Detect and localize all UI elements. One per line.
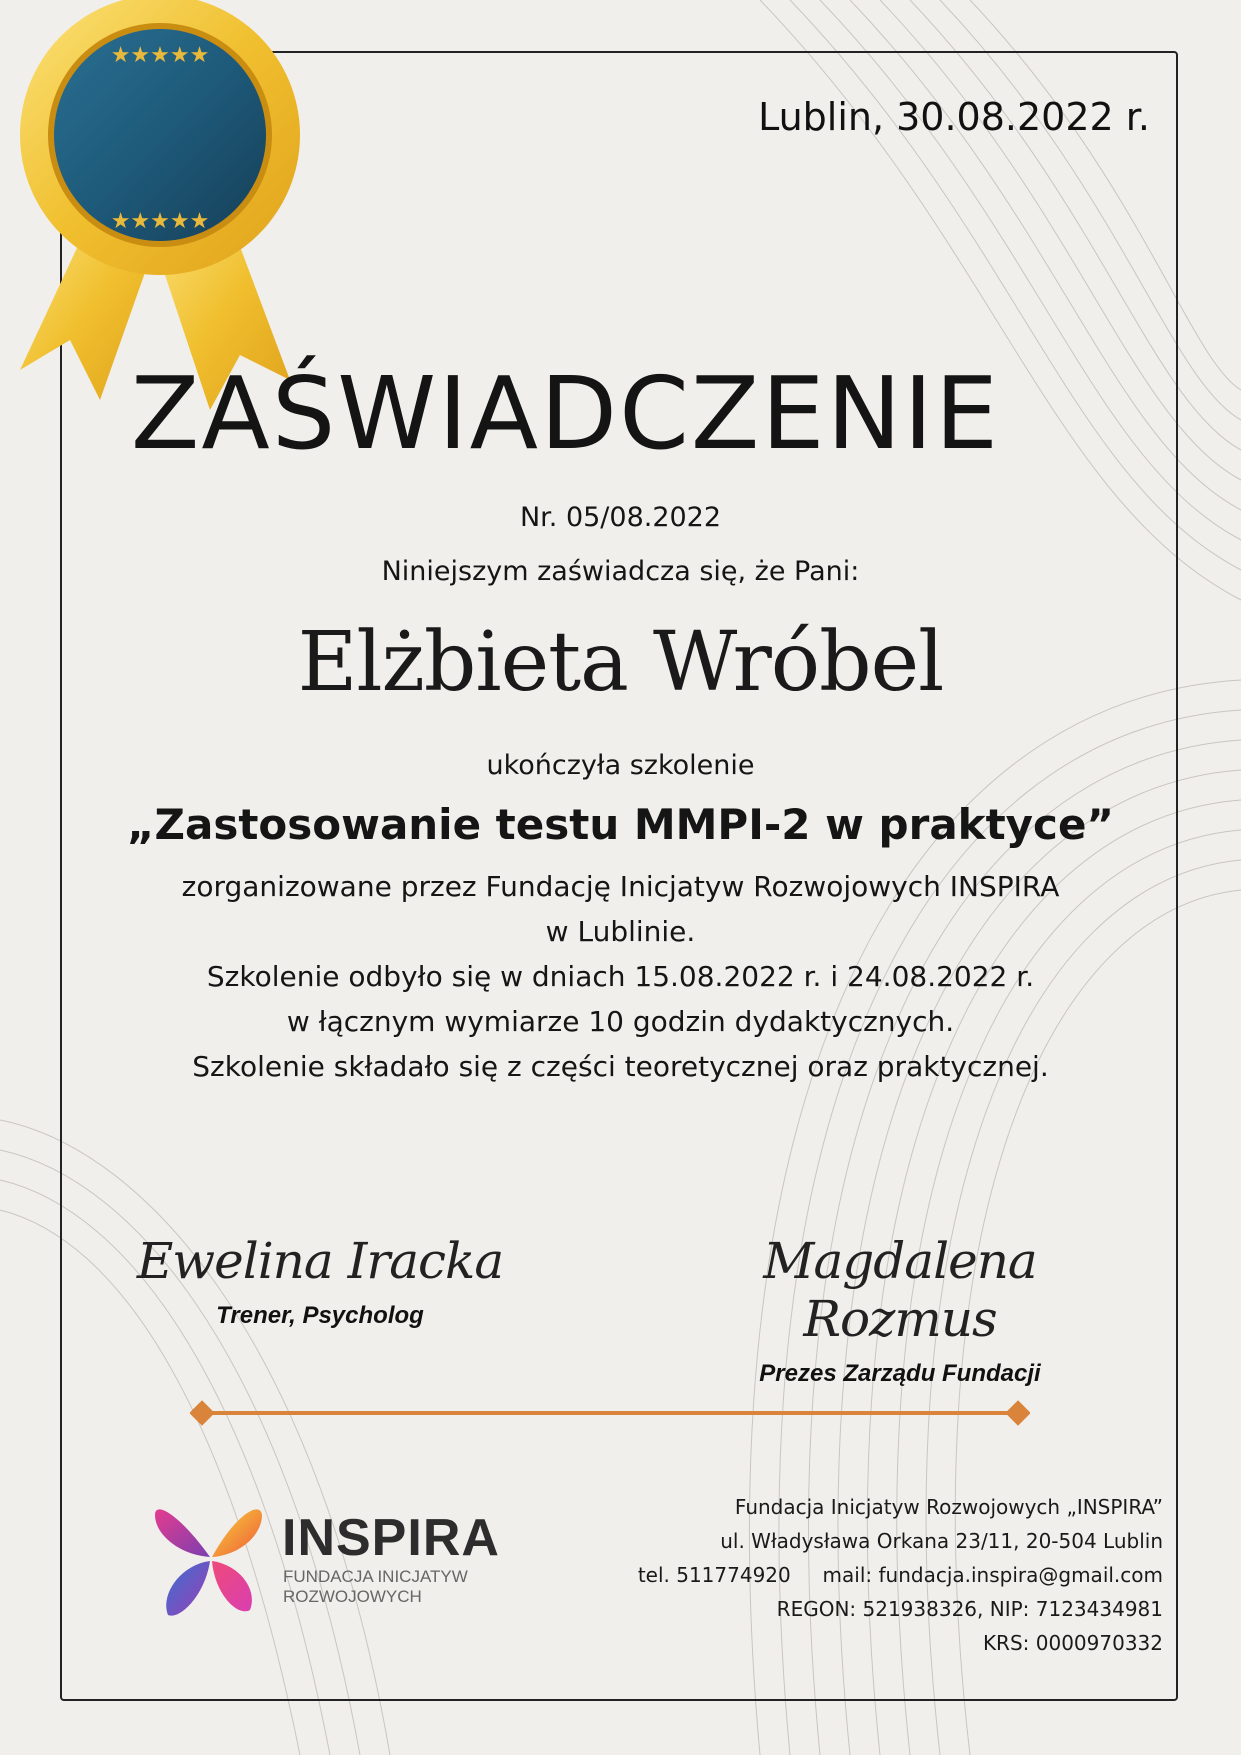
signature-name: Magdalena Rozmus — [763, 1232, 1037, 1348]
issue-date: Lublin, 30.08.2022 r. — [758, 95, 1150, 139]
body-line: zorganizowane przez Fundację Inicjatyw Rozwojowych INSPIRA — [181, 870, 1060, 903]
signature-block-president — [690, 1232, 1110, 1388]
signature-name: Ewelina Iracka — [136, 1232, 504, 1290]
certificate-title: ZAŚWIADCZENIE — [130, 355, 1001, 472]
contact-org: Fundacja Inicjatyw Rozwojowych „INSPIRA” — [734, 1495, 1163, 1519]
logo-subtitle — [283, 1567, 468, 1607]
svg-text:★★★★★: ★★★★★ — [110, 43, 210, 68]
intro-text: Niniejszym zaświadcza się, że Pani: — [381, 556, 860, 587]
course-title: „Zastosowanie testu MMPI-2 w praktyce” — [126, 800, 1115, 849]
body-line: Szkolenie składało się z części teoretycznej oraz praktycznej. — [192, 1050, 1049, 1083]
logo-subtitle-line: ROZWOJOWYCH — [283, 1587, 422, 1606]
signature-block-trainer — [110, 1232, 530, 1330]
signature-role: Trener, Psycholog — [216, 1302, 424, 1329]
svg-text:★★★★★: ★★★★★ — [110, 209, 210, 234]
body-line: w Lublinie. — [545, 915, 696, 948]
contact-info — [638, 1490, 1163, 1660]
certificate-number: Nr. 05/08.2022 — [519, 502, 722, 533]
completed-text: ukończyła szkolenie — [486, 750, 755, 781]
contact-krs: KRS: 0000970332 — [982, 1631, 1163, 1655]
body-line: Szkolenie odbyło się w dniach 15.08.2022 r. i 24.08.2022 r. — [206, 960, 1035, 993]
body-line: w łącznym wymiarze 10 godzin dydaktycznych. — [286, 1005, 955, 1038]
logo-wordmark: INSPIRA — [282, 1509, 500, 1567]
signature-role: Prezes Zarządu Fundacji — [759, 1360, 1041, 1387]
contact-regon-nip: REGON: 521938326, NIP: 7123434981 — [776, 1597, 1163, 1621]
recipient-name: Elżbieta Wróbel — [297, 615, 944, 710]
contact-phone-mail: tel. 511774920 mail: fundacja.inspira@gmail.com — [637, 1563, 1163, 1587]
orange-divider — [190, 1398, 1030, 1428]
contact-address: ul. Władysława Orkana 23/11, 20-504 Lublin — [720, 1529, 1163, 1553]
logo-subtitle-line: FUNDACJA INICJATYW — [283, 1567, 468, 1586]
